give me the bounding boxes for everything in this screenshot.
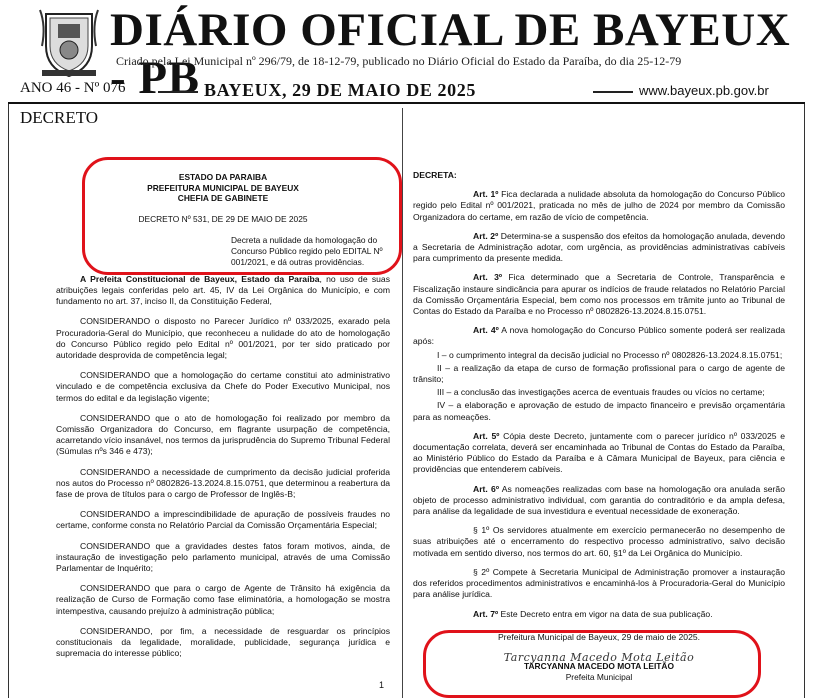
inciso: I – o cumprimento integral da decisão judicial no Processo nº 0802826-13.2024.8.15.0751;	[437, 349, 783, 360]
considerando: CONSIDERANDO que a homologação do certame constitui ato administrativo vinculado e de competência exclusiva da Chefe do Poder Executivo Municipal, nos termos do edital e da legislação vigente;	[56, 370, 390, 403]
preamble-lead: A Prefeita Constitucional de Bayeux, Estado da Paraíba	[80, 273, 320, 284]
inciso: II – a realização da etapa de curso de formação profissional para o cargo de agente de trânsito;	[413, 362, 785, 385]
page-number: 1	[379, 680, 385, 690]
column-divider	[402, 108, 403, 698]
paragraph: § 1º Os servidores atualmente em exercício permanecerão no desempenho de suas atribuições até o encerramento do respectivo processo administrativo, salvo decisão motivada em sentido diverso, nos termos do art. 60, §1º da Lei Orgânica do Município.	[413, 525, 785, 558]
article-text: Cópia deste Decreto, juntamente com o parecer jurídico nº 033/2025 e documentação correlata, deverá ser encaminhada ao Tribunal de Contas do Estado da Paraíba, ao Ministério Público do Estado da Paraíba e à Câmara Municipal de Bayeux, para ciência e providências que entenderem cabíveis.	[413, 430, 785, 475]
considerando: CONSIDERANDO o disposto no Parecer Jurídico nº 033/2025, exarado pela Procuradoria-Geral do Município, que reconheceu a nulidade do ato de homologação do Concurso Público regido pelo Edital nº 001/2021, por ter sido praticado por autoridade desprovida de competência legal;	[56, 316, 390, 360]
considerando: CONSIDERANDO que a gravidades destes fatos foram motivos, ainda, de instauração de investigação pelo parlamento municipal, através de uma Comissão Parlamentar de Inquérito;	[56, 540, 390, 573]
article-text: Este Decreto entra em vigor na data de sua publicação.	[498, 608, 713, 619]
considerando: CONSIDERANDO, por fim, a necessidade de resguardar os princípios constitucionais da legalidade, moralidade, publicidade, segurança jurídica e supremacia do interesse público;	[56, 625, 390, 659]
considerando: CONSIDERANDO a necessidade de cumprimento da decisão judicial proferida nos autos do Processo nº 0802826-13.2024.8.15.0751, que determinou a reabertura da fase de prova de títulos para o cargo de Professor de Inglês-B;	[56, 466, 390, 499]
signer-name: TARCYANNA MACEDO MOTA LEITÃO	[524, 661, 674, 672]
issue-number: ANO 46 - Nº 076	[20, 80, 126, 96]
decree-summary: Decreta a nulidade da homologação do Concurso Público regido pelo EDITAL Nº 001/2021, e dá outras providências.	[231, 234, 383, 267]
preamble-rest: , no uso de suas atribuições legais conferidas pelo art. 45, IV da Lei Orgânica do Município, e com fundamento no art. 37, inciso II, da Constituição Federal,	[56, 273, 390, 307]
article-text: As nomeações realizadas com base na homologação ora anulada serão objeto de processo administrativo individual, com garantia do contraditório e da ampla defesa, para análise da legalidade de sua investidura e eventual necessidade de exoneração.	[413, 483, 785, 517]
issue-date: BAYEUX, 29 DE MAIO DE 2025	[158, 80, 476, 101]
article-label: Art. 7º	[473, 608, 499, 619]
decreta-heading: DECRETA:	[413, 170, 457, 180]
considerando: CONSIDERANDO que o ato de homologação foi realizado por membro da Comissão Organizadora do Concurso, em flagrante usurpação de competência, acarretando vício insanável, nos termos da jurisprudência do Supremo Tribunal Federal (Súmulas nºs 346 e 473);	[56, 412, 390, 457]
decree-header	[56, 172, 390, 204]
article-label: Art. 2º	[473, 230, 499, 241]
inciso: IV – a elaboração e aprovação de estudo de impacto financeiro e previsão orçamentária para as nomeações.	[413, 400, 785, 422]
page-border-left	[8, 104, 9, 698]
article	[413, 272, 785, 317]
article	[413, 231, 785, 265]
preamble	[56, 274, 390, 308]
article-text: A nova homologação do Concurso Público somente poderá ser realizada após:	[413, 325, 786, 347]
website-link[interactable]: www.bayeux.pb.gov.br	[593, 83, 769, 98]
considerando: CONSIDERANDO que para o cargo de Agente de Trânsito há exigência da realização de Curso de Formação como fase eliminatória, a homologação se mostra intempestiva, causando prejuízo à administração pública;	[56, 583, 390, 616]
article-text: Determina-se a suspensão dos efeitos da homologação anulada, devendo a Secretaria de Administração adotar, com urgência, as providências administrativas cabíveis para cumprimento da presente medida.	[413, 230, 785, 264]
considerando: CONSIDERANDO a imprescindibilidade de apuração de possíveis fraudes no certame, conforme consta no Relatório Parcial da Comissão Orçamentária Especial;	[56, 509, 390, 531]
header-line: PREFEITURA MUNICIPAL DE BAYEUX	[147, 182, 299, 193]
signer-role: Prefeita Municipal	[565, 672, 633, 683]
inciso: III – a conclusão das investigações acerca de eventuais fraudes ou vícios no certame;	[437, 387, 765, 398]
issue-bar	[0, 80, 813, 102]
paragraph: § 2º Compete à Secretaria Municipal de Administração promover a instauração dos referidos procedimentos administrativos e encaminhá-los à Procuradoria-Geral do Município para análise jurídica.	[413, 566, 785, 600]
coat-of-arms-icon	[36, 6, 102, 78]
decree-number: DECRETO Nº 531, DE 29 DE MAIO DE 2025	[138, 213, 308, 224]
signature-block	[413, 632, 785, 684]
article	[413, 484, 785, 518]
article	[413, 431, 785, 476]
header-line: CHEFIA DE GABINETE	[177, 193, 269, 203]
newspaper-title: DIÁRIO OFICIAL DE BAYEUX - PB	[110, 4, 791, 104]
header-line: ESTADO DA PARAIBA	[178, 172, 268, 182]
article-text: Fica declarada a nulidade absoluta da homologação do Concurso Público regido pelo Edital nº 001/2021, praticada no mês de julho de 2024 por membro da Comissão Organizadora do certame, em razão de vício de competência.	[413, 189, 785, 222]
section-label: DECRETO	[20, 108, 99, 127]
handwritten-signature: Tarcyanna Macedo Mota Leitão	[503, 650, 695, 664]
right-column	[413, 170, 785, 684]
article-label: Art. 1º	[473, 189, 499, 200]
masthead-subtitle: Criado pela Lei Municipal nº 296/79, de 18-12-79, publicado no Diário Oficial do Estado da Paraíba, do dia 25-12-79	[116, 54, 682, 68]
left-column	[56, 172, 390, 659]
place-date: Prefeitura Municipal de Bayeux, 29 de maio de 2025.	[497, 631, 701, 642]
article-label: Art. 4º	[473, 325, 499, 336]
article	[413, 189, 785, 223]
article-text: Fica determinado que a Secretaria de Controle, Transparência e Fiscalização instaure sindicância para apurar os indícios de fraude relatados no Relatório Parcial da Comissão Orçamentária Especial, bem como nos processos em trâmite junto ao Tribunal de Contas do Estado da Paraíba e no Processo nº 0802826-13.2024.8.15.0751.	[413, 272, 786, 317]
article-label: Art. 3º	[473, 272, 503, 283]
page-border-right	[804, 104, 805, 698]
header-divider	[8, 102, 805, 104]
article-label: Art. 5º	[473, 430, 500, 441]
article	[413, 325, 785, 347]
article	[413, 609, 785, 620]
article-label: Art. 6º	[473, 483, 499, 494]
